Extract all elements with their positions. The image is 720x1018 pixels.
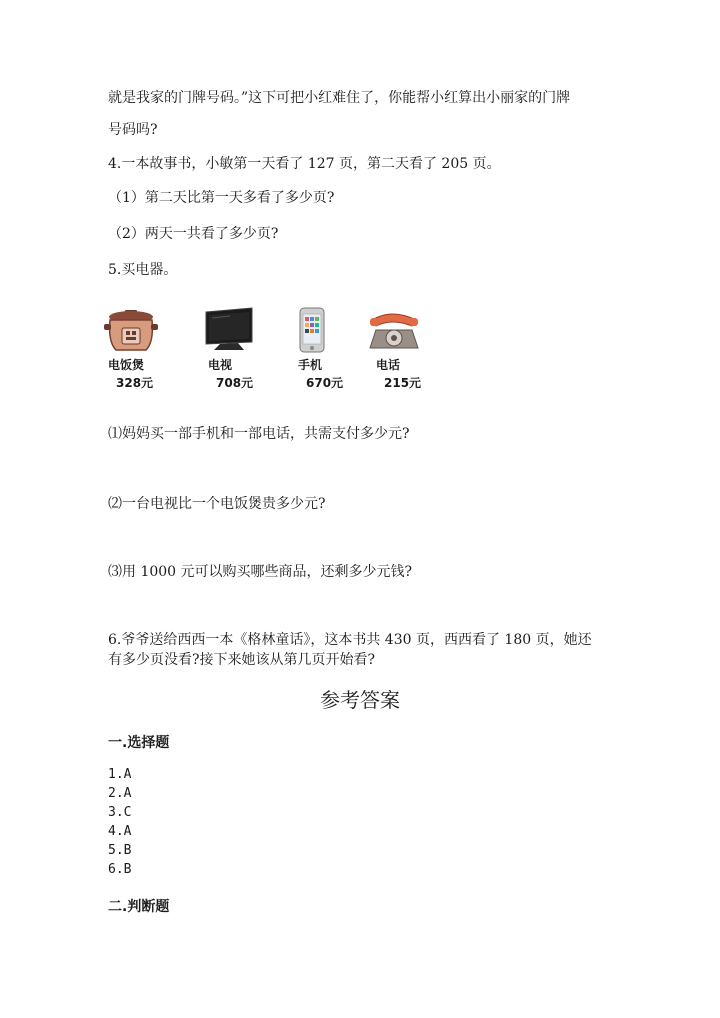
question-4-part-2: （2）两天一共看了多少页? xyxy=(108,226,279,242)
product-name: 电饭煲 xyxy=(108,358,145,372)
answer-item: 1.A xyxy=(108,767,132,782)
product-rice-cooker xyxy=(100,306,170,396)
answers-title: 参考答案 xyxy=(320,688,400,712)
tv-icon xyxy=(200,306,270,354)
answer-item: 4.A xyxy=(108,824,132,839)
section-true-false: 二.判断题 xyxy=(108,899,170,915)
product-name: 手机 xyxy=(298,358,323,372)
question-5-part-3: ⑶用 1000 元可以购买哪些商品，还剩多少元钱? xyxy=(108,564,413,580)
question-6-line-1: 6.爷爷送给西西一本《格林童话》，这本书共 430 页，西西看了 180 页，她还 xyxy=(108,632,592,648)
rice-cooker-icon xyxy=(100,306,170,354)
question-4-part-1: （1）第二天比第一天多看了多少页? xyxy=(108,190,335,206)
product-tv xyxy=(200,306,270,396)
question-4-stem: 4.一本故事书，小敏第一天看了 127 页，第二天看了 205 页。 xyxy=(108,156,501,172)
product-name: 电视 xyxy=(208,358,233,372)
answer-item: 6.B xyxy=(108,862,132,877)
product-price: 670元 xyxy=(306,376,344,390)
answer-item: 3.C xyxy=(108,805,132,820)
intro-line-1: 就是我家的门牌号码。”这下可把小红难住了，你能帮小红算出小丽家的门牌 xyxy=(108,90,571,106)
question-6-line-2: 有多少页没看?接下来她该从第几页开始看? xyxy=(108,652,376,668)
product-price: 708元 xyxy=(216,376,254,390)
product-telephone xyxy=(368,306,438,396)
question-5-part-2: ⑵一台电视比一个电饭煲贵多少元? xyxy=(108,496,326,512)
answer-item: 2.A xyxy=(108,786,132,801)
product-mobile-phone xyxy=(290,306,360,396)
question-5-part-1: ⑴妈妈买一部手机和一部电话，共需支付多少元? xyxy=(108,426,410,442)
product-list xyxy=(100,306,440,396)
product-price: 215元 xyxy=(384,376,422,390)
mobile-phone-icon xyxy=(290,306,360,354)
telephone-icon xyxy=(368,306,438,354)
product-price: 328元 xyxy=(116,376,154,390)
answer-item: 5.B xyxy=(108,843,132,858)
intro-line-2: 号码吗? xyxy=(108,122,158,138)
product-name: 电话 xyxy=(376,358,401,372)
section-multiple-choice: 一.选择题 xyxy=(108,735,170,751)
question-5-stem: 5.买电器。 xyxy=(108,262,178,278)
